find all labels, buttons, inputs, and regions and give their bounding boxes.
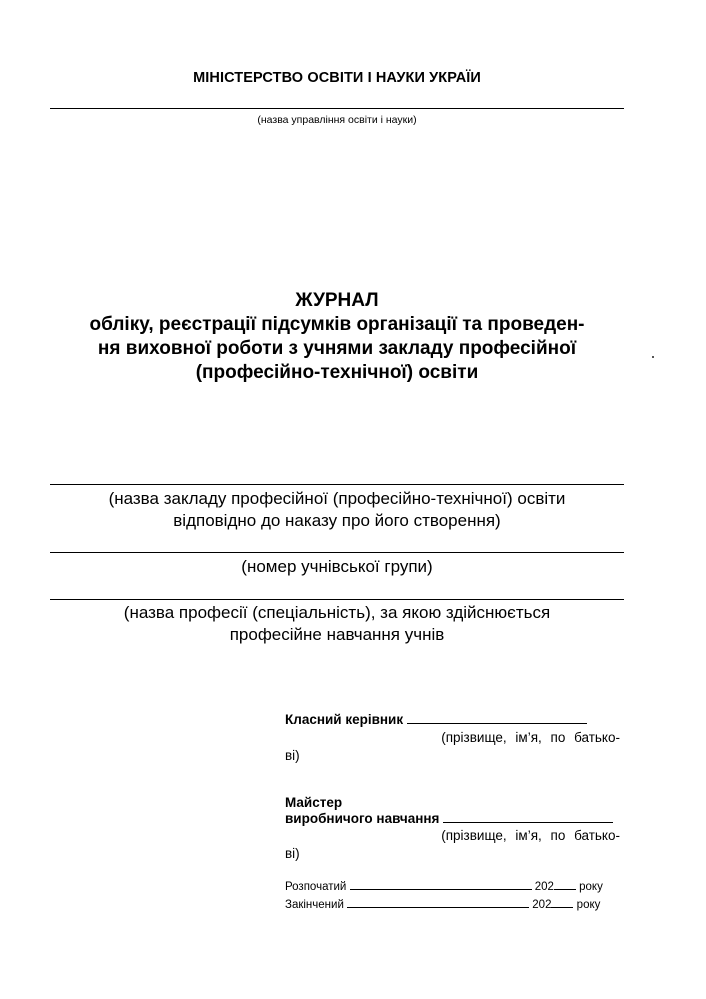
title-line-3: ня виховної роботи з учнями закладу професійної [97,338,577,359]
profession-caption-line-2: професійне навчання учнів [229,625,445,644]
master-signature-line[interactable] [443,810,613,823]
profession-caption-line-1: (назва професії (спеціальність), за якою здійснюється [123,603,551,622]
master-hint-end: ві) [285,846,300,861]
started-year-suffix: року [579,881,603,893]
journal-title [50,289,624,385]
department-line [50,108,624,109]
title-line-2: обліку, реєстрації підсумків організації та проведен- [89,314,585,335]
institution-line [50,484,624,485]
class-teacher-block [285,711,625,763]
class-teacher-label: Класний керівник [285,712,404,727]
title-line-1: ЖУРНАЛ [295,290,379,311]
department-caption: (назва управління освіти і науки) [257,114,417,126]
profession-caption [50,602,624,646]
group-line [50,552,624,553]
started-year-prefix: 202 [534,881,554,893]
stray-mark [652,356,654,358]
finished-year-field[interactable] [551,898,573,908]
title-line-4: (професійно-технічної) освіти [195,362,479,383]
dates-block [285,878,630,914]
profession-line [50,599,624,600]
master-block [285,795,625,861]
finished-row [285,896,630,914]
finished-label: Закінчений [285,899,344,911]
institution-caption [50,488,624,532]
institution-caption-line-2: відповідно до наказу про його створення) [173,511,501,530]
class-teacher-hint-end: ві) [285,748,300,763]
ministry-heading: МІНІСТЕРСТВО ОСВІТИ І НАУКИ УКРАЇИ [193,70,481,86]
class-teacher-hint: (прізвище, ім’я, по батько- [441,730,620,745]
group-caption: (номер учнівської групи) [241,557,433,576]
institution-caption-line-1: (назва закладу професійної (професійно-технічної) освіти [108,489,566,508]
master-label-line-2: виробничого навчання [285,811,440,826]
finished-date-field[interactable] [347,898,529,908]
class-teacher-signature-line[interactable] [407,711,587,724]
started-date-field[interactable] [350,880,532,890]
finished-year-suffix: року [576,899,601,911]
finished-year-prefix: 202 [532,899,552,911]
master-label-line-1: Майстер [285,795,343,810]
started-row [285,878,630,896]
started-label: Розпочатий [285,881,347,893]
started-year-field[interactable] [554,880,576,890]
master-hint: (прізвище, ім’я, по батько- [441,828,620,843]
